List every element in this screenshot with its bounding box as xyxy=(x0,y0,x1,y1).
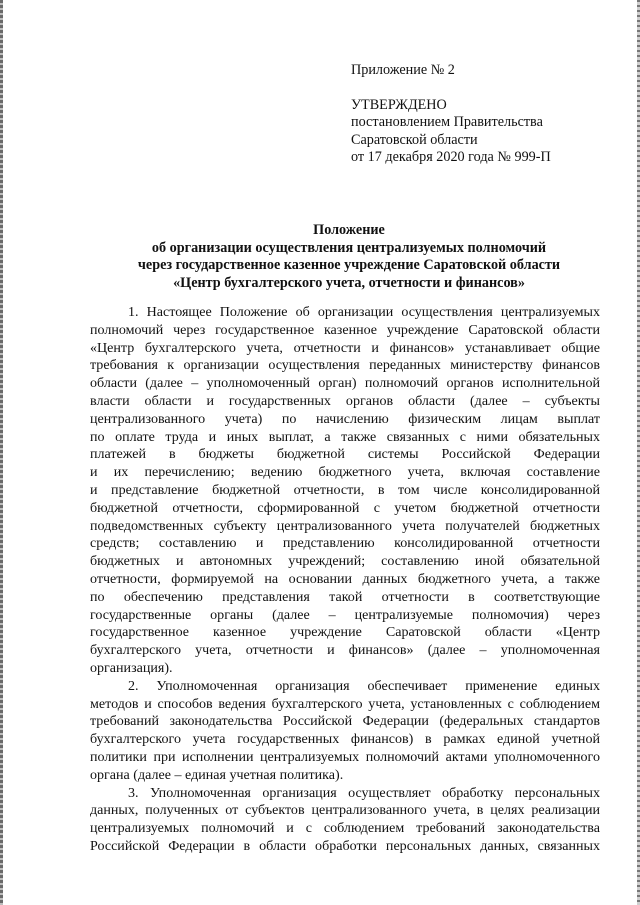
paragraph-line: государственное казенное учреждение Саратовской области «Центр xyxy=(90,624,600,641)
paragraph-line: и представление бюджетной отчетности, в том числе консолидированной xyxy=(90,481,600,498)
paragraph-line: централизованного учета) по начислению физическим лицам выплат xyxy=(90,410,600,427)
paragraph-line: организация). xyxy=(90,659,173,676)
paragraph-line: требований законодательства Российской Федерации (федеральных стандартов xyxy=(90,713,600,730)
paragraph-line: Российской Федерации в области обработки персональных данных, связанных xyxy=(90,837,600,854)
paragraph-line: власти области и государственных органов области (далее – субъекты xyxy=(90,392,600,409)
scan-edge-left xyxy=(0,0,3,905)
paragraph-line: по оплате труда и иных выплат, а также связанных с ними обязательных xyxy=(90,428,600,445)
approval-block xyxy=(351,62,551,167)
resolution-line: постановлением Правительства xyxy=(351,114,543,131)
paragraph-line: методов и способов ведения бухгалтерского учета, установленных с соблюдением xyxy=(90,695,600,712)
paragraph-line: бюджетной отчетности, сформированной с учетом бюджетной отчетности xyxy=(90,499,600,516)
title-line: Положение xyxy=(313,222,385,238)
paragraph-line: полномочий через государственное казенное учреждение Саратовской области xyxy=(90,321,600,338)
document-title xyxy=(90,222,608,292)
paragraph-line: области (далее – уполномоченный орган) полномочий органов исполнительной xyxy=(90,375,600,392)
paragraph-line: и их перечислению; ведению бюджетного учета, включая составление xyxy=(90,464,600,481)
title-line: об организации осуществления централизуемых полномочий xyxy=(151,239,547,256)
title-line: «Центр бухгалтерского учета, отчетности и финансов» xyxy=(173,274,525,291)
paragraph-line: подведомственных субъекту централизованного учета получателей бюджетных xyxy=(90,517,600,534)
paragraph-line: государственные органы (далее – централизуемые полномочия) через xyxy=(90,606,600,623)
paragraph-line: органа (далее – единая учетная политика). xyxy=(90,766,344,783)
resolution-date: от 17 декабря 2020 года № 999-П xyxy=(351,149,551,166)
paragraph-line: по обеспечению представления такой отчетности в соответствующие xyxy=(90,588,600,605)
paragraph-1 xyxy=(90,304,600,678)
paragraph-line: требования к организации осуществления переданных министерству финансов xyxy=(90,357,600,374)
paragraph-line: данных, полученных от субъектов централизованного учета, в целях реализации xyxy=(90,802,600,819)
paragraph-line: платежей в бюджеты бюджетной системы Российской Федерации xyxy=(90,446,600,463)
paragraph-line: бухгалтерского учета, отчетности и финансов» (далее – уполномоченная xyxy=(90,642,600,659)
paragraph-line: бюджетных и автономных учреждений; составлению иной обязательной xyxy=(90,553,600,570)
paragraph-line: «Центр бухгалтерского учета, отчетности и финансов» устанавливает общие xyxy=(90,339,600,356)
paragraph-3 xyxy=(90,785,600,856)
document-body xyxy=(90,304,600,856)
paragraph-line: бухгалтерского учета государственных финансов) в рамках единой учетной xyxy=(90,731,600,748)
paragraph-line: средств; составлению и представлению консолидированной отчетности xyxy=(90,535,600,552)
paragraph-2 xyxy=(90,678,600,785)
paragraph-line: политики при исполнении централизуемых полномочий актами уполномоченного xyxy=(90,748,600,765)
title-line: через государственное казенное учреждение Саратовской области xyxy=(137,257,561,274)
paragraph-line: 1. Настоящее Положение об организации осуществления централизуемых xyxy=(128,304,600,320)
approved-label: УТВЕРЖДЕНО xyxy=(351,96,447,113)
appendix-label: Приложение № 2 xyxy=(351,62,455,78)
resolution-line: Саратовской области xyxy=(351,131,478,148)
paragraph-line: отчетности, формируемой на основании данных бюджетного учета, а также xyxy=(90,570,600,587)
paragraph-line: 2. Уполномоченная организация обеспечивает применение единых xyxy=(128,677,600,694)
paragraph-line: централизуемых полномочий и с соблюдением требований законодательства xyxy=(90,820,600,837)
paragraph-line: 3. Уполномоченная организация осуществляет обработку персональных xyxy=(128,784,600,801)
